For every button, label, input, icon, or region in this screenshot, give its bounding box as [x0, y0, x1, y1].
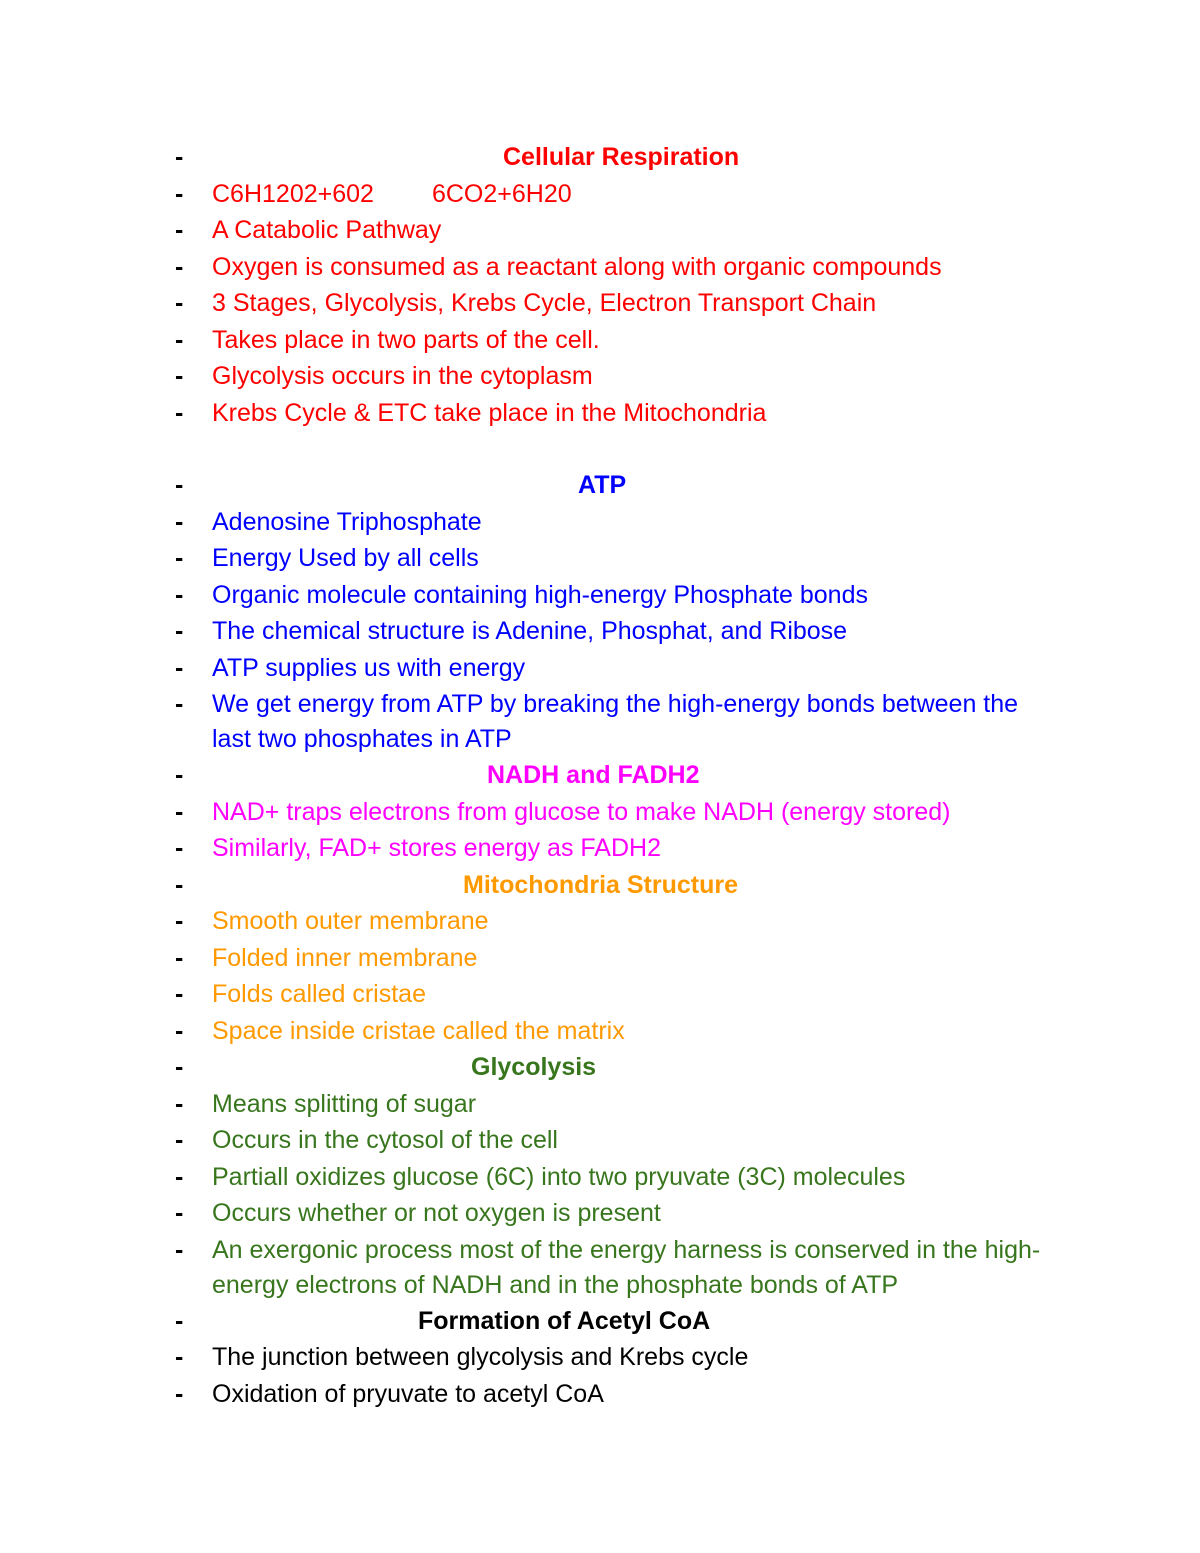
list-item [0, 794, 1200, 831]
list-item [0, 830, 1200, 867]
section-acetyl-coa [0, 1303, 1200, 1413]
list-item [0, 1159, 1200, 1196]
list-item-text: Folded inner membrane [212, 943, 478, 972]
bullet-dash: - [175, 398, 184, 427]
list-item [0, 540, 1200, 577]
list-item [0, 285, 1200, 322]
list-item [0, 976, 1200, 1013]
list-item-text: Energy Used by all cells [212, 544, 479, 572]
list-item-equation [0, 176, 1200, 213]
list-item-text: Oxidation of pryuvate to acetyl CoA [212, 1379, 604, 1408]
bullet-dash: - [175, 907, 184, 935]
section-title: NADH and FADH2 [487, 761, 700, 789]
list-item-text: Organic molecule containing high-energy Phosphate bonds [212, 580, 868, 609]
bullet-dash: - [175, 179, 184, 208]
section-heading-row [0, 1303, 1200, 1340]
section-heading-row [0, 139, 1200, 176]
list-item [0, 358, 1200, 395]
list-item [0, 903, 1200, 940]
equation-text [212, 176, 1062, 213]
list-item [0, 1376, 1200, 1413]
bullet-dash: - [175, 325, 184, 354]
list-item-text: Smooth outer membrane [212, 907, 489, 935]
bullet-dash: - [175, 216, 184, 244]
bullet-dash: - [175, 1199, 184, 1227]
list-item-text: An exergonic process most of the energy harness is conserved in the high-energy electrons of NADH and in the phosphate bonds of ATP [212, 1235, 1041, 1299]
section-atp [0, 467, 1200, 757]
list-item [0, 1195, 1200, 1232]
list-item-text: The chemical structure is Adenine, Phosphat, and Ribose [212, 617, 848, 645]
bullet-dash: - [175, 980, 184, 1008]
bullet-dash: - [175, 1162, 184, 1191]
list-item [0, 322, 1200, 359]
list-item-text: We get energy from ATP by breaking the high-energy bonds between the last two phosphates in ATP [212, 690, 1019, 753]
list-item-text: Oxygen is consumed as a reactant along with organic compounds [212, 252, 942, 281]
section-title: ATP [578, 471, 627, 499]
equation-reactants: C6H1202+602 [212, 179, 374, 208]
section-heading-row [0, 467, 1200, 504]
list-item-text: The junction between glycolysis and Krebs cycle [212, 1343, 749, 1371]
list-item-text: Krebs Cycle & ETC take place in the Mitochondria [212, 398, 767, 427]
bullet-dash: - [175, 1379, 184, 1408]
list-item [0, 940, 1200, 977]
list-item-text: Means splitting of sugar [212, 1089, 477, 1118]
equation-products: 6CO2+6H20 [431, 179, 572, 208]
bullet-dash: - [175, 834, 184, 862]
section-glycolysis [0, 1049, 1200, 1303]
list-item [0, 395, 1200, 432]
section-nadh-fadh2 [0, 757, 1200, 867]
bullet-dash: - [175, 653, 184, 682]
bullet-dash: - [175, 252, 184, 281]
bullet-dash: - [175, 1089, 184, 1118]
section-cellular-respiration [0, 139, 1200, 431]
section-heading-row [0, 1049, 1200, 1086]
bullet-dash: - [175, 797, 184, 826]
list-item-text: Similarly, FAD+ stores energy as FADH2 [212, 834, 661, 862]
list-item-text: ATP supplies us with energy [212, 653, 526, 682]
section-title: Cellular Respiration [503, 143, 740, 171]
list-item [0, 1339, 1200, 1376]
list-item [0, 1232, 1200, 1303]
list-item-text: Partiall oxidizes glucose (6C) into two pryuvate (3C) molecules [212, 1162, 906, 1191]
list-item-text: Folds called cristae [212, 980, 426, 1008]
bullet-dash: - [175, 362, 184, 390]
list-item-text: Glycolysis occurs in the cytoplasm [212, 362, 593, 390]
list-item-text: A Catabolic Pathway [212, 216, 442, 244]
list-item-text: Occurs whether or not oxygen is present [212, 1199, 661, 1227]
bullet-dash: - [175, 870, 184, 899]
list-item [0, 686, 1200, 757]
list-item [0, 249, 1200, 286]
bullet-dash: - [175, 1126, 184, 1154]
list-item [0, 577, 1200, 614]
bullet-dash: - [175, 471, 184, 499]
section-title: Glycolysis [471, 1053, 597, 1081]
section-mitochondria-structure [0, 867, 1200, 1050]
list-item [0, 1122, 1200, 1159]
bullet-dash: - [175, 690, 184, 718]
bullet-dash: - [175, 544, 184, 572]
section-heading-row [0, 867, 1200, 904]
list-item [0, 1086, 1200, 1123]
section-title: Mitochondria Structure [463, 870, 739, 899]
bullet-dash: - [175, 580, 184, 609]
bullet-dash: - [175, 1343, 184, 1371]
list-item [0, 1013, 1200, 1050]
list-item-text: NAD+ traps electrons from glucose to make NADH (energy stored) [212, 797, 951, 826]
list-item [0, 650, 1200, 687]
list-item-text: Space inside cristae called the matrix [212, 1016, 625, 1045]
bullet-dash: - [175, 507, 184, 536]
section-heading-row [0, 757, 1200, 794]
bullet-dash: - [175, 289, 184, 317]
bullet-dash: - [175, 943, 184, 972]
list-item-text: Occurs in the cytosol of the cell [212, 1126, 558, 1154]
list-item [0, 212, 1200, 249]
list-item-text: 3 Stages, Glycolysis, Krebs Cycle, Electron Transport Chain [212, 289, 877, 317]
bullet-dash: - [175, 761, 184, 789]
list-item [0, 613, 1200, 650]
bullet-dash: - [175, 1016, 184, 1045]
bullet-dash: - [175, 1053, 184, 1081]
list-item [0, 504, 1200, 541]
document-page [0, 139, 1200, 1412]
list-item-text: Takes place in two parts of the cell. [212, 325, 600, 354]
bullet-dash: - [175, 143, 184, 171]
list-item-text: Adenosine Triphosphate [212, 507, 482, 536]
bullet-dash: - [175, 617, 184, 645]
bullet-dash: - [175, 1235, 184, 1264]
bullet-dash: - [175, 1306, 184, 1335]
section-title: Formation of Acetyl CoA [418, 1306, 711, 1335]
